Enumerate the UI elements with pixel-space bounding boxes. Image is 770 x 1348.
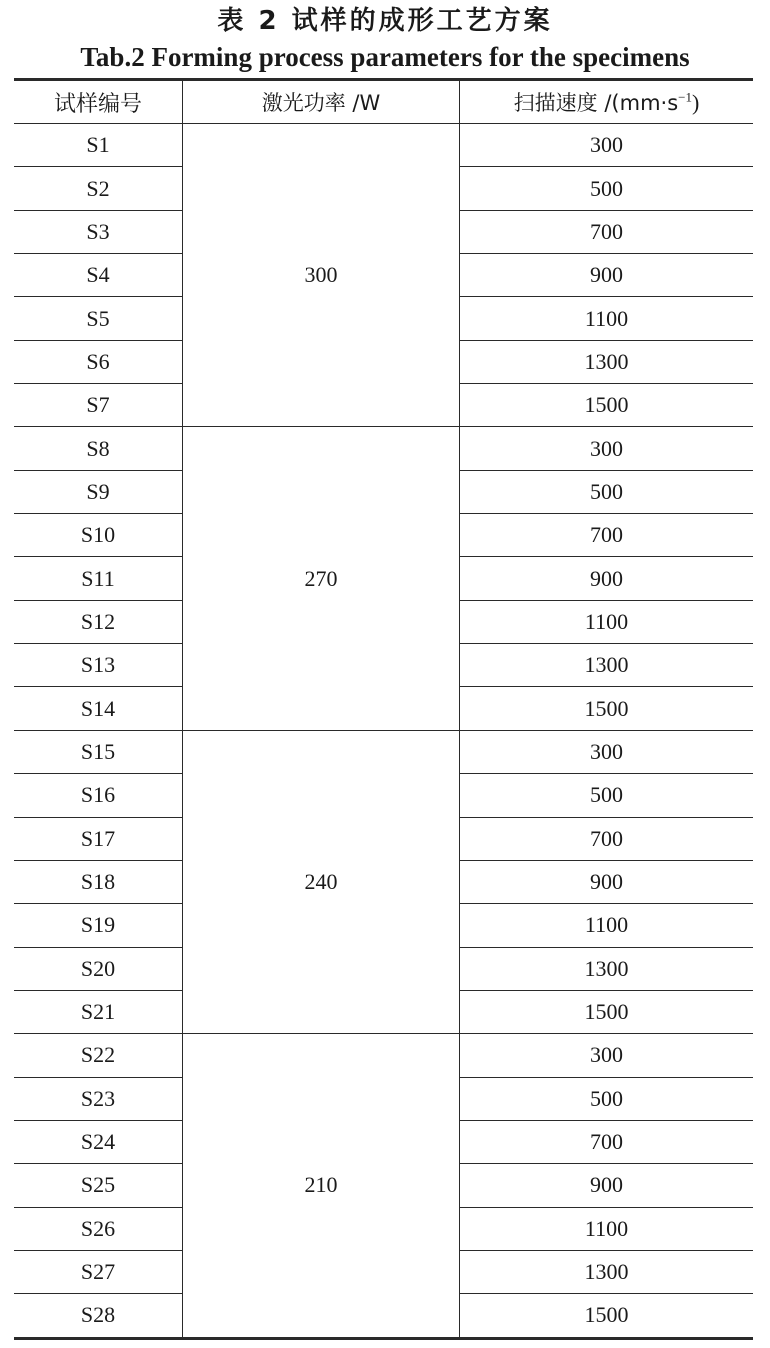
table-header-row (14, 80, 753, 124)
specimen-id-cell: S16 (14, 774, 183, 817)
specimen-id-cell: S15 (14, 730, 183, 773)
scan-speed-cell: 1500 (584, 1302, 629, 1328)
specimen-id-cell: S4 (14, 254, 183, 297)
specimen-id-cell: S2 (14, 167, 183, 210)
specimen-id-cell: S9 (14, 470, 183, 513)
table-row (14, 730, 753, 773)
scan-speed-cell: 900 (460, 557, 754, 600)
laser-power-cell: 240 (183, 730, 460, 1033)
header-specimen: 试样编号 (14, 80, 183, 124)
scan-speed-cell: 700 (460, 514, 754, 557)
specimen-id-cell: S26 (14, 1207, 183, 1250)
laser-power-cell: 210 (183, 1034, 460, 1338)
table-caption-chinese: 表 2 试样的成形工艺方案 (217, 6, 553, 36)
laser-power-cell: 300 (183, 124, 460, 427)
scan-speed-cell: 1500 (460, 990, 754, 1033)
scan-speed-cell: 1100 (460, 297, 754, 340)
specimen-id-cell: S28 (14, 1294, 183, 1338)
specimen-id-cell: S10 (14, 514, 183, 557)
scan-speed-cell: 300 (460, 124, 754, 167)
scan-speed-cell: 700 (460, 210, 754, 253)
table-row (14, 1034, 753, 1077)
specimen-id-cell: S20 (14, 947, 183, 990)
header-scan-speed-text: 扫描速度 /(mm·s (513, 91, 679, 115)
specimen-id-cell: S13 (14, 644, 183, 687)
specimen-id-cell: S11 (14, 557, 183, 600)
scan-speed-cell: 500 (460, 470, 754, 513)
scan-speed-cell: 500 (460, 1077, 754, 1120)
table-row (14, 427, 753, 470)
scan-speed-cell: 900 (460, 1164, 754, 1207)
specimen-id-cell: S27 (14, 1250, 183, 1293)
specimen-id-cell: S14 (14, 687, 183, 730)
specimen-id-cell: S17 (14, 817, 183, 860)
scan-speed-cell: 1300 (460, 947, 754, 990)
header-scan-speed (460, 80, 754, 124)
scan-speed-cell: 1500 (460, 687, 754, 730)
scan-speed-cell: 1100 (460, 904, 754, 947)
scan-speed-cell: 900 (460, 860, 754, 903)
scan-speed-cell: 1300 (460, 340, 754, 383)
process-parameters-table (14, 78, 753, 1340)
specimen-id-cell: S8 (14, 427, 183, 470)
scan-speed-cell: 1500 (460, 384, 754, 427)
scan-speed-cell: 1100 (460, 1207, 754, 1250)
laser-power-cell: 270 (183, 427, 460, 730)
specimen-id-cell: S24 (14, 1120, 183, 1163)
scan-speed-cell: 700 (460, 1120, 754, 1163)
specimen-id-cell: S7 (14, 384, 183, 427)
scan-speed-cell: 300 (460, 730, 754, 773)
header-laser-power (183, 80, 460, 124)
scan-speed-cell: 300 (460, 1034, 754, 1077)
specimen-id-cell: S25 (14, 1164, 183, 1207)
table-body (14, 124, 753, 1339)
specimen-id-cell: S18 (14, 860, 183, 903)
specimen-id-cell: S19 (14, 904, 183, 947)
scan-speed-cell: 700 (460, 817, 754, 860)
scan-speed-cell: 1300 (460, 644, 754, 687)
scan-speed-cell: 1100 (460, 600, 754, 643)
scan-speed-cell: 900 (460, 254, 754, 297)
specimen-id-cell: S1 (14, 124, 183, 167)
table-row (14, 124, 753, 167)
specimen-id-cell: S12 (14, 600, 183, 643)
scan-speed-cell: 500 (460, 774, 754, 817)
specimen-id-cell: S23 (14, 1077, 183, 1120)
specimen-id-cell: S5 (14, 297, 183, 340)
header-scan-speed-close: ) (692, 90, 700, 115)
header-scan-speed-exponent: −1 (678, 89, 692, 105)
table-caption-english: Tab.2 Forming process parameters for the specimens (80, 42, 690, 72)
scan-speed-cell: 300 (460, 427, 754, 470)
scan-speed-cell: 500 (460, 167, 754, 210)
specimen-id-cell: S3 (14, 210, 183, 253)
header-laser-power-text: 激光功率 /W (261, 91, 381, 115)
specimen-id-cell: S22 (14, 1034, 183, 1077)
specimen-id-cell: S6 (14, 340, 183, 383)
specimen-id-cell: S21 (14, 990, 183, 1033)
scan-speed-cell: 1300 (460, 1250, 754, 1293)
